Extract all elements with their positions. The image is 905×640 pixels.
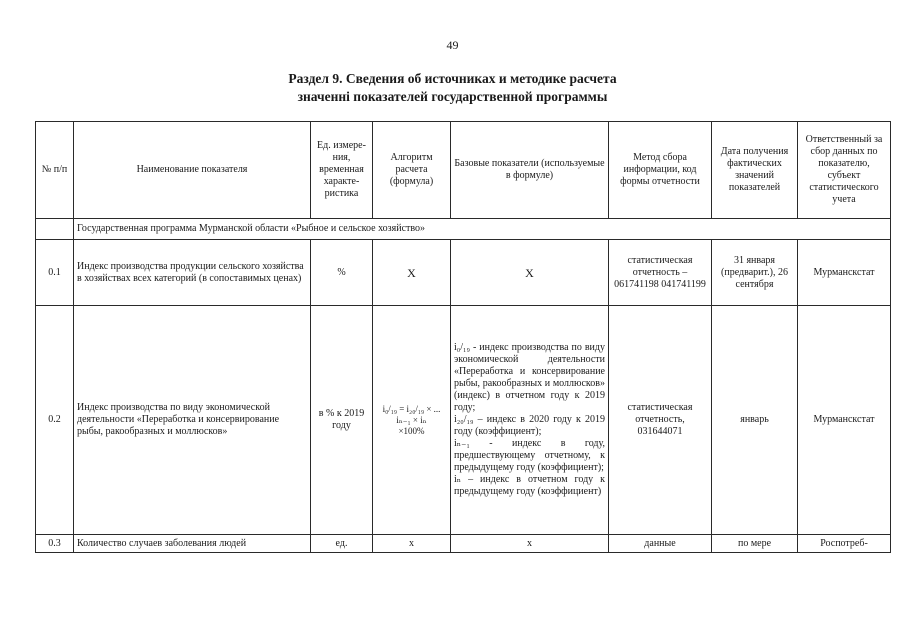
program-row-num [36, 219, 74, 240]
section-title [0, 70, 905, 106]
header-base-indicators: Базовые показатели (используемые в формуле) [451, 122, 609, 219]
base-indicators [451, 306, 609, 535]
formula-line: iₙ₋₁ × iₙ [396, 414, 427, 425]
indicators-table [35, 121, 891, 553]
table-row [36, 306, 891, 535]
collection-method: данные [609, 535, 712, 553]
responsible: Мурманскстат [798, 306, 891, 535]
header-date: Дата получения фактических значений показателей [712, 122, 798, 219]
receipt-date: 31 января (предварит.), 26 сентября [712, 240, 798, 306]
algorithm: Х [373, 240, 451, 306]
base-indicators: х [451, 535, 609, 553]
algorithm-formula [373, 306, 451, 535]
indicator-name: Количество случаев заболевания людей [74, 535, 311, 553]
indicator-name: Индекс производства продукции сельского хозяйства в хозяйствах всех категорий (в сопоставимых ценах) [74, 240, 311, 306]
section-title-line-2: значенні показателей государственной программы [297, 89, 608, 104]
header-row [36, 122, 891, 219]
page-number: 49 [446, 38, 459, 52]
table-row [36, 535, 891, 553]
unit: % [311, 240, 373, 306]
receipt-date: по мере [712, 535, 798, 553]
formula-line: i₀/₁₉ = i₂₀/₁₉ × ... [382, 403, 441, 414]
collection-method: статистическая отчетность – 061741198 041741199 [609, 240, 712, 306]
receipt-date: январь [712, 306, 798, 535]
table-row [36, 240, 891, 306]
header-unit: Ед. измере-ния, временная характе-ристика [311, 122, 373, 219]
base-indicator-item: i₂₀/₁₉ – индекс в 2020 году к 2019 году (коэффициент); [454, 414, 605, 437]
unit: ед. [311, 535, 373, 553]
responsible: Мурманскстат [798, 240, 891, 306]
row-num: 0.1 [36, 240, 74, 306]
collection-method: статистическая отчетность, 031644071 [609, 306, 712, 535]
header-algorithm: Алгоритм расчета (формула) [373, 122, 451, 219]
responsible: Роспотреб- [798, 535, 891, 553]
base-indicator-item: i₀/₁₉ - индекс производства по виду экономической деятельности «Переработка и консервирование рыбы, ракообразных и моллюсков» (индекс) в отчетном году к 2019 году; [454, 342, 605, 413]
base-indicator-item: iₙ – индекс в отчетном году к предыдущему году (коэффициент) [454, 474, 605, 497]
row-num: 0.3 [36, 535, 74, 553]
header-name: Наименование показателя [74, 122, 311, 219]
header-num: № п/п [36, 122, 74, 219]
algorithm: х [373, 535, 451, 553]
indicator-name: Индекс производства по виду экономической деятельности «Переработка и консервирование рыбы, ракообразных и моллюсков» [74, 306, 311, 535]
unit: в % к 2019 году [311, 306, 373, 535]
formula-line: ×100% [398, 425, 425, 436]
header-responsible: Ответственный за сбор данных по показателю, субъект статистического учета [798, 122, 891, 219]
header-method: Метод сбора информации, код формы отчетности [609, 122, 712, 219]
base-indicator-item: iₙ₋₁ - индекс в году, предшествующему отчетному, к предыдущему году (коэффициент); [454, 438, 605, 473]
row-num: 0.2 [36, 306, 74, 535]
section-title-line-1: Раздел 9. Сведения об источниках и методике расчета [288, 71, 617, 86]
program-name: Государственная программа Мурманской области «Рыбное и сельское хозяйство» [74, 219, 891, 240]
program-row [36, 219, 891, 240]
base-indicators: Х [451, 240, 609, 306]
